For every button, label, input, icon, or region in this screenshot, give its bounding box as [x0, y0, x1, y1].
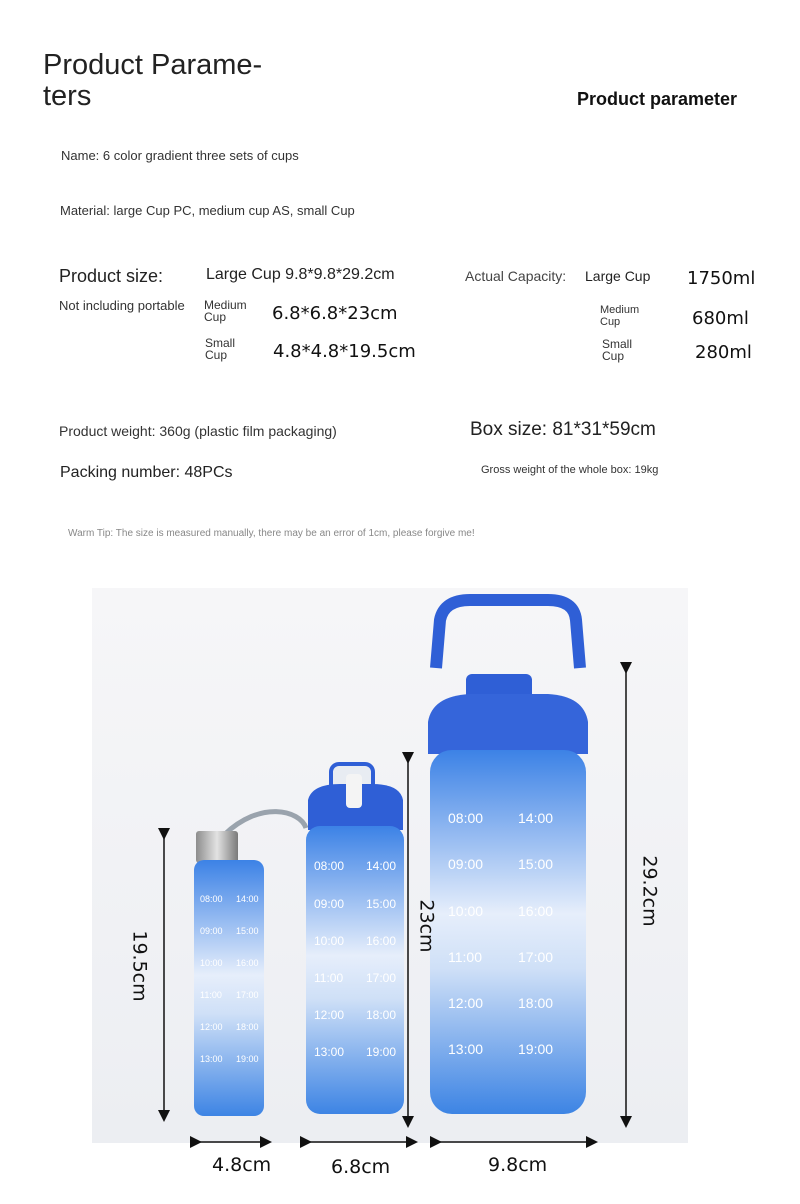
product-size-label: Product size: [59, 266, 164, 286]
svg-text:11:00: 11:00 [448, 949, 482, 965]
svg-text:11:00: 11:00 [314, 971, 344, 985]
small-cup-label: Small Cup [205, 336, 236, 362]
svg-text:16:00: 16:00 [366, 934, 397, 948]
svg-text:15:00: 15:00 [366, 897, 397, 911]
svg-text:17:00: 17:00 [518, 949, 554, 965]
svg-text:09:00: 09:00 [448, 856, 484, 872]
svg-text:14:00: 14:00 [366, 859, 397, 873]
svg-text:09:00: 09:00 [314, 897, 345, 911]
large-width-label: 9.8cm [488, 1154, 548, 1176]
medium-width-label: 6.8cm [331, 1156, 391, 1178]
capacity-medium-label: Medium Cup [600, 304, 640, 328]
svg-text:14:00: 14:00 [236, 894, 259, 904]
svg-text:19:00: 19:00 [236, 1054, 259, 1064]
svg-text:15:00: 15:00 [236, 926, 259, 936]
page-title: Product Parame- ters [43, 49, 263, 112]
large-height-label: 29.2cm [638, 855, 661, 927]
svg-text:15:00: 15:00 [518, 856, 554, 872]
large-bottle [428, 600, 588, 1114]
svg-text:18:00: 18:00 [518, 995, 554, 1011]
svg-text:10:00: 10:00 [448, 903, 484, 919]
svg-text:11:00: 11:00 [200, 990, 222, 1000]
svg-text:17:00: 17:00 [366, 971, 397, 985]
section-subtitle: Product parameter [577, 89, 738, 109]
svg-text:14:00: 14:00 [518, 810, 554, 826]
large-cup-size: Large Cup 9.8*9.8*29.2cm [206, 266, 395, 283]
svg-text:08:00: 08:00 [448, 810, 484, 826]
medium-cup-label: Medium Cup [204, 298, 247, 324]
gross-weight: Gross weight of the whole box: 19kg [481, 464, 659, 476]
product-material: Material: large Cup PC, medium cup AS, small Cup [60, 203, 355, 218]
product-name: Name: 6 color gradient three sets of cups [61, 148, 299, 163]
svg-text:08:00: 08:00 [314, 859, 345, 873]
svg-text:13:00: 13:00 [448, 1041, 484, 1057]
svg-text:13:00: 13:00 [314, 1045, 345, 1059]
svg-text:16:00: 16:00 [518, 903, 554, 919]
svg-text:12:00: 12:00 [314, 1008, 345, 1022]
small-bottle [194, 812, 306, 1116]
svg-text:08:00: 08:00 [200, 894, 223, 904]
capacity-small-label: Small Cup [602, 337, 633, 363]
medium-bottle [306, 764, 404, 1114]
svg-text:10:00: 10:00 [314, 934, 345, 948]
svg-text:18:00: 18:00 [366, 1008, 397, 1022]
small-width-label: 4.8cm [212, 1154, 272, 1176]
svg-text:16:00: 16:00 [236, 958, 259, 968]
medium-cup-size: 6.8*6.8*23cm [272, 303, 398, 324]
svg-text:12:00: 12:00 [200, 1022, 223, 1032]
svg-text:19:00: 19:00 [518, 1041, 554, 1057]
svg-text:10:00: 10:00 [200, 958, 223, 968]
small-cup-size: 4.8*4.8*19.5cm [273, 341, 416, 362]
medium-height-label: 23cm [415, 899, 438, 953]
svg-text:17:00: 17:00 [236, 990, 259, 1000]
capacity-large-label: Large Cup [585, 268, 651, 284]
packing-number: Packing number: 48PCs [60, 464, 233, 481]
svg-text:13:00: 13:00 [200, 1054, 223, 1064]
product-weight: Product weight: 360g (plastic film packaging) [59, 423, 337, 439]
capacity-label: Actual Capacity: [465, 268, 567, 284]
box-size: Box size: 81*31*59cm [470, 419, 656, 440]
capacity-small: 280ml [695, 342, 752, 363]
svg-text:19:00: 19:00 [366, 1045, 397, 1059]
not-including-note: Not including portable [59, 298, 185, 313]
warm-tip: Warm Tip: The size is measured manually, there may be an error of 1cm, please forgive me! [68, 528, 475, 539]
capacity-large: 1750ml [687, 268, 756, 289]
capacity-medium: 680ml [692, 308, 749, 329]
svg-text:18:00: 18:00 [236, 1022, 259, 1032]
svg-text:12:00: 12:00 [448, 995, 484, 1011]
svg-text:09:00: 09:00 [200, 926, 223, 936]
small-height-label: 19.5cm [128, 930, 151, 1002]
